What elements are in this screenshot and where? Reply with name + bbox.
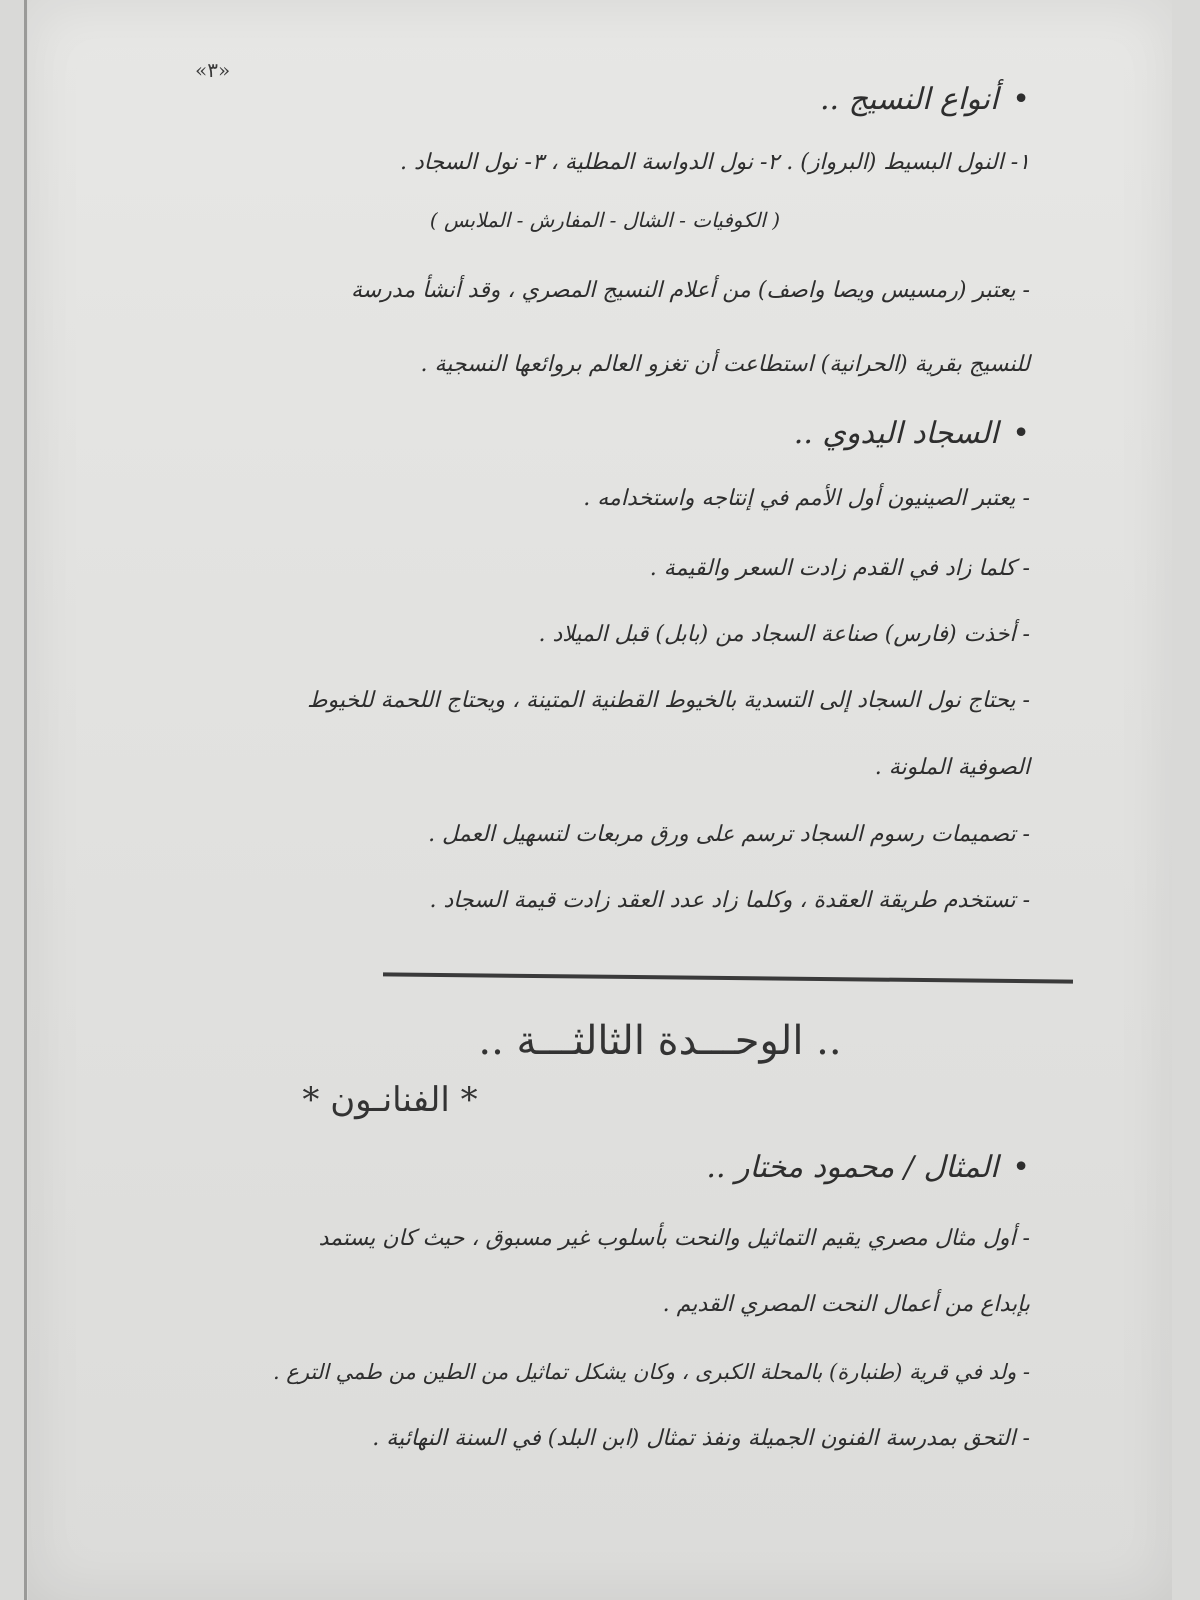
loom-types-line: ١- النول البسيط (البرواز) . ٢- نول الدواسة المطلية ، ٣- نول السجاد . <box>399 150 1030 175</box>
list-item: - تستخدم طريقة العقدة ، وكلما زاد عدد العقد زادت قيمة السجاد . <box>429 888 1030 913</box>
list-item: - ولد في قرية (طنبارة) بالمحلة الكبرى ، وكان يشكل تماثيل من الطين من طمي الترع . <box>272 1360 1030 1384</box>
list-item: - كلما زاد في القدم زادت السعر والقيمة . <box>649 556 1030 581</box>
loom-types-note: ( الكوفيات - الشال - المفارش - الملابس ) <box>429 208 780 232</box>
list-item: - أول مثال مصري يقيم التماثيل والنحت بأسلوب غير مسبوق ، حيث كان يستمد <box>318 1226 1030 1251</box>
section-title-handmade-carpet: • السجاد اليدوي .. <box>794 416 1030 451</box>
paragraph-line: - يعتبر (رمسيس ويصا واصف) من أعلام النسيج المصري ، وقد أنشأ مدرسة <box>350 278 1030 303</box>
page-number: «٣» <box>195 58 231 82</box>
paragraph-line: للنسيج بقرية (الحرانية) استطاعت أن تغزو العالم بروائعها النسجية . <box>420 352 1030 377</box>
list-item-continuation: الصوفية الملونة . <box>874 755 1030 780</box>
list-item-continuation: بإبداع من أعمال النحت المصري القديم . <box>662 1292 1030 1317</box>
list-item: - التحق بمدرسة الفنون الجميلة ونفذ تمثال (ابن البلد) في السنة النهائية . <box>372 1426 1030 1451</box>
list-item: - تصميمات رسوم السجاد ترسم على ورق مربعات لتسهيل العمل . <box>428 822 1030 847</box>
list-item: - يعتبر الصينيون أول الأمم في إنتاجه واستخدامه . <box>583 486 1030 511</box>
section-title-mahmoud-mokhtar: • المثال / محمود مختار .. <box>706 1150 1030 1185</box>
list-item: - يحتاج نول السجاد إلى التسدية بالخيوط القطنية المتينة ، ويحتاج اللحمة للخيوط <box>307 688 1030 713</box>
page-edge <box>24 0 27 1600</box>
section-title-weaving-types: • أنواع النسيج .. <box>820 82 1030 117</box>
list-item: - أخذت (فارس) صناعة السجاد من (بابل) قبل الميلاد . <box>538 622 1030 647</box>
unit-title: .. الوحـــدة الثالثـــة .. <box>478 1018 842 1064</box>
unit-subtitle: * الفنانـون * <box>302 1080 478 1120</box>
